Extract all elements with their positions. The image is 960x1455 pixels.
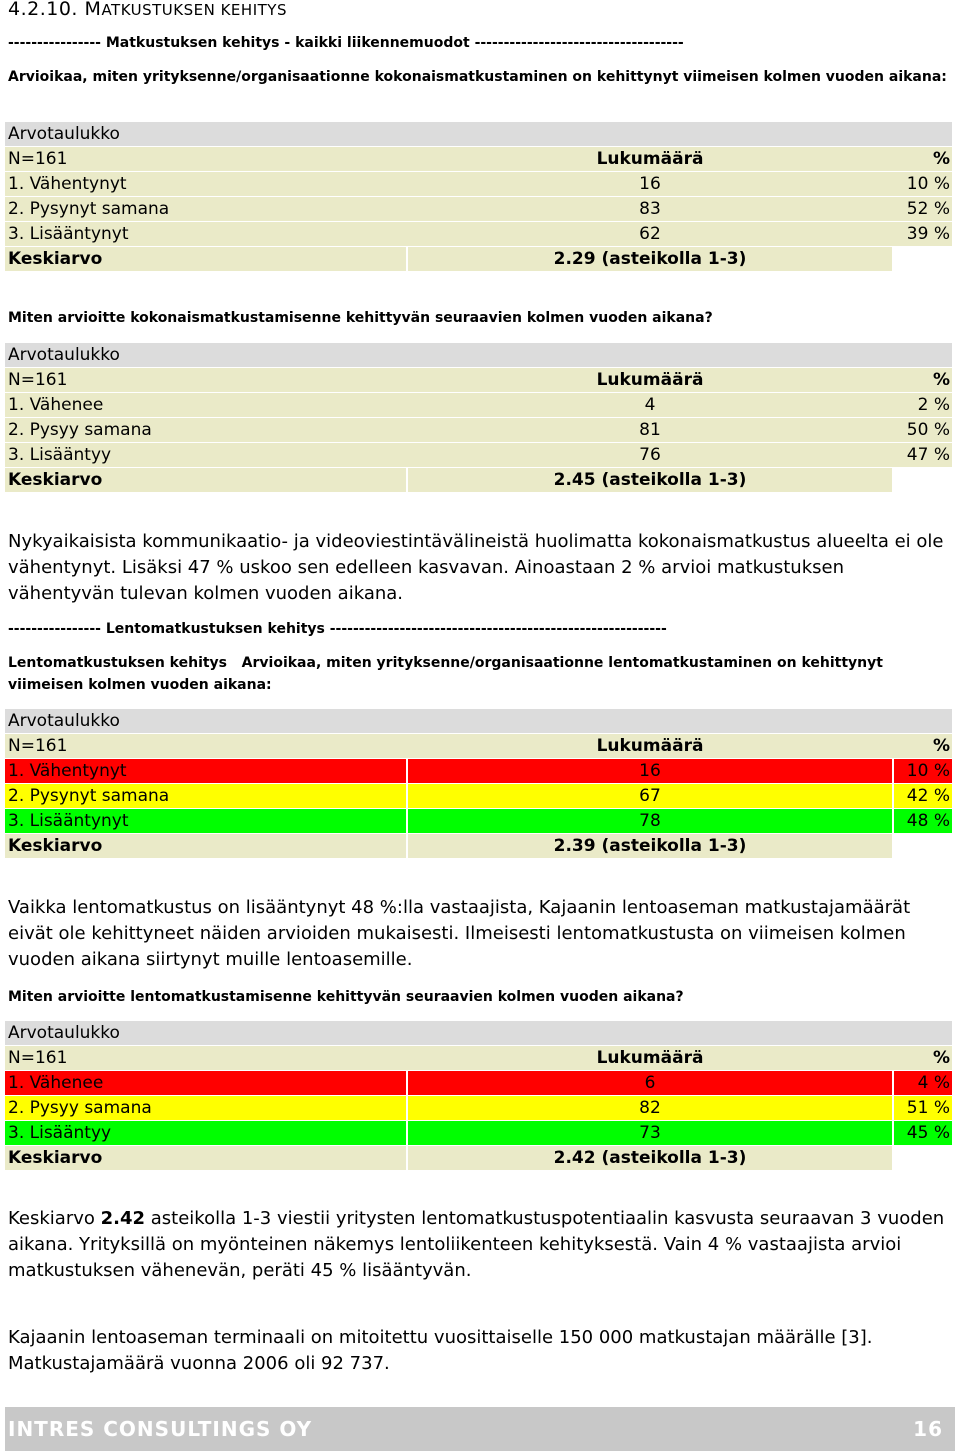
paragraph-1: Nykyaikaisista kommunikaatio- ja videoviestintävälineistä huolimatta kokonaismatkustus alueelta ei ole vähentynyt. Lisäksi 47 % uskoo sen edelleen kasvavan. Ainoastaan 2 % arvioi matkustuksen vähentyvän tulevan kolmen vuoden aikana. xyxy=(8,531,944,604)
question-3: Lentomatkustuksen kehitys Arvioikaa, miten yrityksenne/organisaationne lentomatkustaminen on kehittynyt viimeisen kolmen vuoden aikana: xyxy=(8,655,883,693)
page-footer xyxy=(5,1407,955,1451)
footer-company: INTRES CONSULTINGS OY xyxy=(8,1417,313,1441)
value-table-4 xyxy=(5,1021,952,1171)
value-table-3 xyxy=(5,709,952,859)
table-mean-row: Keskiarvo 2.39 (asteikolla 1-3) xyxy=(5,834,952,858)
table-header-row: N=161 Lukumäärä % xyxy=(5,1046,952,1070)
table-row: 3. Lisääntyy 73 45 % xyxy=(5,1121,952,1145)
table-header-row: N=161 Lukumäärä % xyxy=(5,147,952,171)
paragraph-2: Vaikka lentomatkustus on lisääntynyt 48 %:lla vastaajista, Kajaanin lentoaseman matkustajamäärät eivät ole kehittyneet näiden arvioiden mukaisesti. Ilmeisesti lentomatkustusta on viimeisen kolmen vuoden aikana siirtynyt muille lentoasemille. xyxy=(8,897,911,970)
table-title: Arvotaulukko xyxy=(8,345,120,365)
table-header-row: N=161 Lukumäärä % xyxy=(5,368,952,392)
page-number: 16 xyxy=(913,1417,943,1441)
table-title: Arvotaulukko xyxy=(8,124,120,144)
question-1: Arvioikaa, miten yrityksenne/organisaationne kokonaismatkustaminen on kehittynyt viimeisen kolmen vuoden aikana: xyxy=(8,69,947,85)
table-row: 3. Lisääntynyt 62 39 % xyxy=(5,222,952,246)
table-row: 2. Pysyy samana 82 51 % xyxy=(5,1096,952,1120)
table-row: 2. Pysyy samana 81 50 % xyxy=(5,418,952,442)
value-table-2 xyxy=(5,343,952,493)
table-row: 3. Lisääntyy 76 47 % xyxy=(5,443,952,467)
table-row: 1. Vähentynyt 16 10 % xyxy=(5,759,952,783)
table-header-row: N=161 Lukumäärä % xyxy=(5,734,952,758)
table-row: 1. Vähentynyt 16 10 % xyxy=(5,172,952,196)
table-row: 1. Vähenee 6 4 % xyxy=(5,1071,952,1095)
question-4: Miten arvioitte lentomatkustamisenne kehittyvän seuraavien kolmen vuoden aikana? xyxy=(8,989,684,1005)
table-title: Arvotaulukko xyxy=(8,1023,120,1043)
section-separator-flight: ---------------- Lentomatkustuksen kehitys ---------------------------------------------------------- xyxy=(8,621,667,637)
question-2: Miten arvioitte kokonaismatkustamisenne kehittyvän seuraavien kolmen vuoden aikana? xyxy=(8,310,713,326)
table-row: 1. Vähenee 4 2 % xyxy=(5,393,952,417)
paragraph-4: Kajaanin lentoaseman terminaali on mitoitettu vuosittaiselle 150 000 matkustajan määrälle [3]. Matkustajamäärä vuonna 2006 oli 92 737. xyxy=(8,1327,873,1374)
section-heading: 4.2.10. MATKUSTUKSEN KEHITYS xyxy=(8,0,287,20)
table-mean-row: Keskiarvo 2.42 (asteikolla 1-3) xyxy=(5,1146,952,1170)
value-table-1 xyxy=(5,122,952,272)
table-title: Arvotaulukko xyxy=(8,711,120,731)
paragraph-3: Keskiarvo 2.42 asteikolla 1-3 viestii yritysten lentomatkustuspotentiaalin kasvusta seuraavan 3 vuoden aikana. Yrityksillä on myönteinen näkemys lentoliikenteen kehityksestä. Vain 4 % vastaajista arvioi matkustuksen vähenevän, peräti 45 % lisääntyvän. xyxy=(8,1208,945,1281)
table-row: 3. Lisääntynyt 78 48 % xyxy=(5,809,952,833)
section-separator-all: ---------------- Matkustuksen kehitys - kaikki liikennemuodot ------------------------------------ xyxy=(8,35,684,51)
table-row: 2. Pysynyt samana 67 42 % xyxy=(5,784,952,808)
table-mean-row: Keskiarvo 2.45 (asteikolla 1-3) xyxy=(5,468,952,492)
table-mean-row: Keskiarvo 2.29 (asteikolla 1-3) xyxy=(5,247,952,271)
table-row: 2. Pysynyt samana 83 52 % xyxy=(5,197,952,221)
